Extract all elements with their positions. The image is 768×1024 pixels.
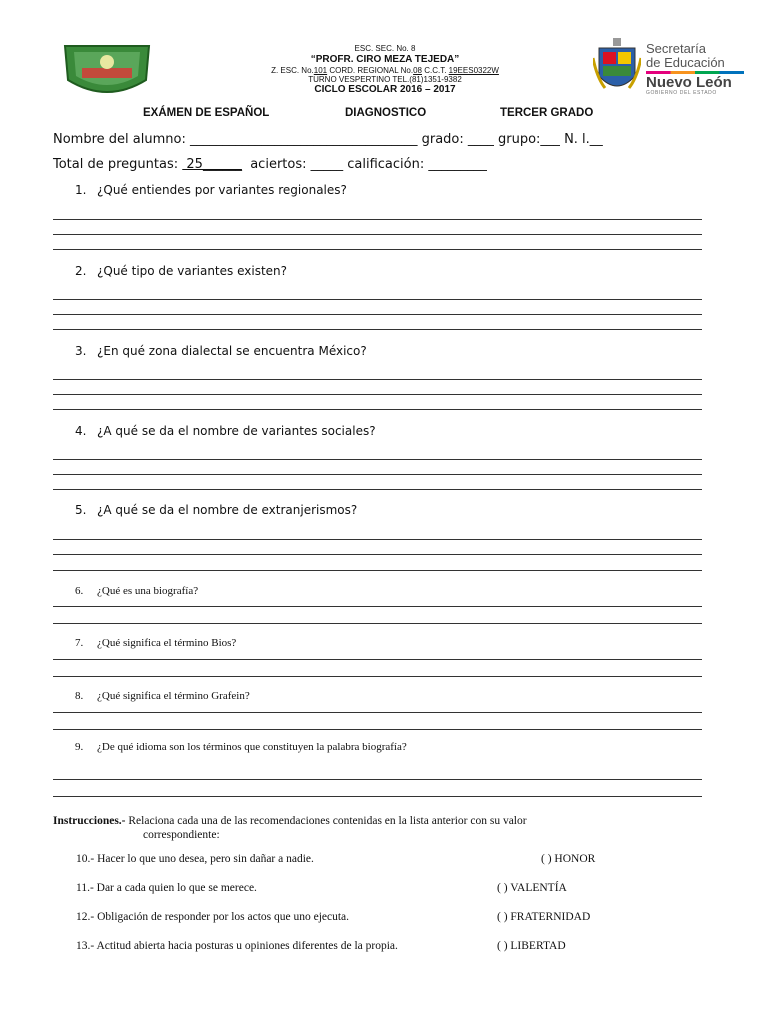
answer-line[interactable]: [53, 796, 702, 797]
answer-line[interactable]: [53, 219, 702, 220]
matching-answer-honor[interactable]: ( ) HONOR: [541, 853, 596, 865]
school-shield-logo: [62, 40, 152, 102]
answer-line[interactable]: [53, 554, 702, 555]
answer-line[interactable]: [53, 249, 702, 250]
instructions: Instrucciones.- Relaciona cada una de las recomendaciones contenidas en la lista anterior con su valor correspondiente:: [53, 815, 527, 842]
exam-grade: TERCER GRADO: [500, 107, 594, 119]
answer-line[interactable]: [53, 234, 702, 235]
matching-item-10: 10.- Hacer lo que uno desea, pero sin dañar a nadie.: [76, 853, 314, 865]
school-codes: Z. ESC. No.101 CORD. REGIONAL No.08 C.C.T. 19EES0322W: [271, 66, 499, 75]
answer-line[interactable]: [53, 314, 702, 315]
answer-line[interactable]: [53, 606, 702, 607]
answer-line[interactable]: [53, 676, 702, 677]
score-line: Total de preguntas: 25______ aciertos: _____ calificación: _________: [53, 157, 487, 172]
answer-line[interactable]: [53, 409, 702, 410]
answer-line[interactable]: [53, 489, 702, 490]
school-cycle: CICLO ESCOLAR 2016 – 2017: [314, 84, 456, 95]
answer-line[interactable]: [53, 712, 702, 713]
answer-line[interactable]: [53, 570, 702, 571]
answer-line[interactable]: [53, 459, 702, 460]
matching-answer-libertad[interactable]: ( ) LIBERTAD: [497, 940, 566, 952]
answer-line[interactable]: [53, 394, 702, 395]
secretaria-educacion-logo: Secretaría de Educación Nuevo León GOBIERNO DEL ESTADO: [646, 42, 746, 96]
answer-line[interactable]: [53, 329, 702, 330]
exam-title: EXÁMEN DE ESPAÑOL: [143, 107, 270, 119]
answer-line[interactable]: [53, 729, 702, 730]
answer-line[interactable]: [53, 539, 702, 540]
matching-item-12: 12.- Obligación de responder por los actos que uno ejecuta.: [76, 911, 350, 923]
matching-answer-fraternidad[interactable]: ( ) FRATERNIDAD: [497, 911, 591, 923]
answer-line[interactable]: [53, 659, 702, 660]
matching-item-11: 11.- Dar a cada quien lo que se merece.: [76, 882, 257, 894]
school-shift-phone: TURNO VESPERTINO TEL.(81)1351-9382: [308, 75, 462, 84]
student-info-line: Nombre del alumno: ___________________________________ grado: ____ grupo:___ N. l.__: [53, 132, 603, 147]
school-number: ESC. SEC. No. 8: [354, 44, 416, 53]
answer-line[interactable]: [53, 379, 702, 380]
matching-answer-valentia[interactable]: ( ) VALENTÍA: [497, 882, 567, 894]
answer-line[interactable]: [53, 474, 702, 475]
answer-line[interactable]: [53, 779, 702, 780]
state-coat-of-arms-icon: [593, 38, 641, 98]
answer-line[interactable]: [53, 623, 702, 624]
answer-line[interactable]: [53, 299, 702, 300]
matching-item-13: 13.- Actitud abierta hacia posturas u opiniones diferentes de la propia.: [76, 940, 398, 952]
exam-type: DIAGNOSTICO: [345, 107, 427, 119]
school-name: “PROFR. CIRO MEZA TEJEDA”: [310, 54, 460, 65]
